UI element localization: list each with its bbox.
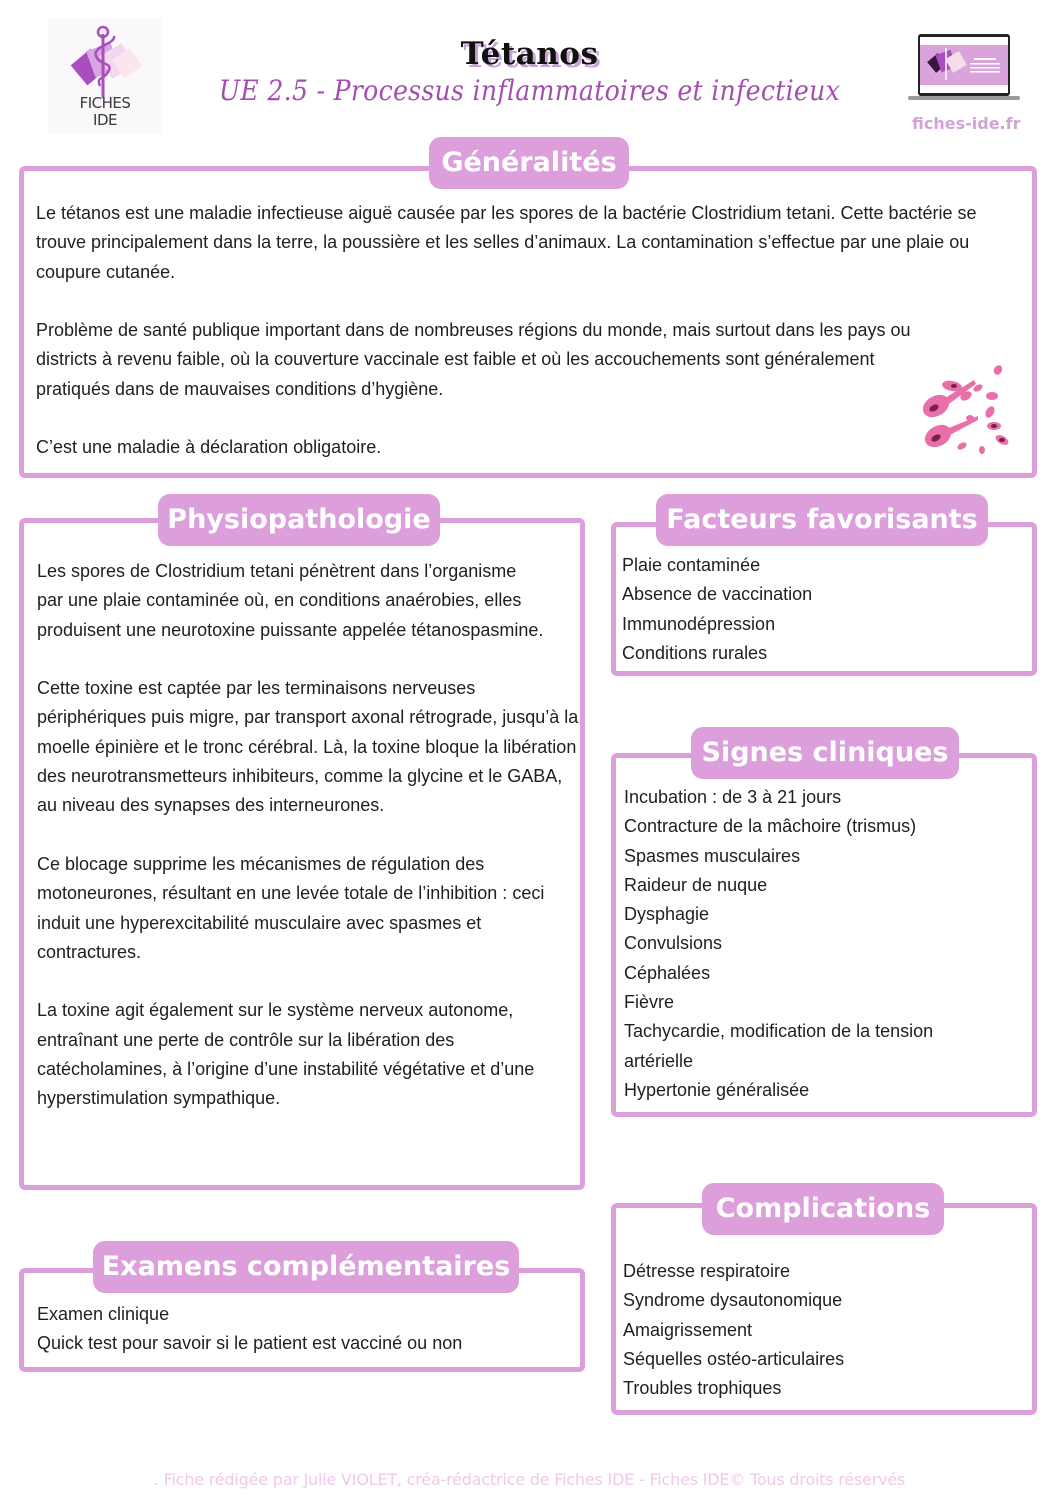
generalites-text	[36, 199, 1026, 463]
signes-item: Raideur de nuque	[624, 874, 768, 895]
complications-item: Détresse respiratoire	[623, 1261, 791, 1281]
facteurs-item: Immunodépression	[622, 613, 776, 634]
examens-item: Quick test pour savoir si le patient est vacciné ou non	[37, 1333, 463, 1354]
signes-item: Dysphagie	[624, 904, 710, 925]
examens-item: Examen clinique	[37, 1304, 170, 1324]
complications-item: Troubles trophiques	[623, 1378, 782, 1399]
facteurs-list	[622, 551, 1022, 668]
logo-text-line2: IDE	[93, 111, 117, 129]
signes-item: Contracture de la mâchoire (trismus)	[624, 816, 917, 837]
physiopathologie-heading: Physiopathologie	[158, 494, 440, 546]
facteurs-item: Absence de vaccination	[622, 584, 813, 605]
page-title: Tétanos	[460, 36, 599, 72]
signes-item: Céphalées	[624, 962, 711, 983]
generalites-paragraph: C’est une maladie à déclaration obligatoire.	[36, 437, 382, 458]
facteurs-item: Plaie contaminée	[622, 555, 761, 575]
signes-item: Hypertonie généralisée	[624, 1079, 810, 1100]
signes-heading: Signes cliniques	[691, 727, 959, 779]
complications-item: Syndrome dysautonomique	[623, 1290, 843, 1311]
physiopathologie-text	[37, 557, 579, 1114]
generalites-heading: Généralités	[429, 137, 629, 189]
signes-item: Spasmes musculaires	[624, 845, 801, 866]
physiopathologie-paragraph: Les spores de Clostridium tetani pénètrent dans l’organisme par une plaie contaminée où, en conditions anaérobies, elles produisent une neurotoxine puissante appelée tétanospasmine.	[37, 561, 544, 640]
complications-heading: Complications	[702, 1183, 944, 1235]
signes-item: Fièvre	[624, 992, 675, 1013]
facteurs-item: Conditions rurales	[622, 642, 768, 663]
examens-heading: Examens complémentaires	[93, 1241, 519, 1293]
physiopathologie-paragraph: La toxine agit également sur le système nerveux autonome, entraînant une perte de contrôle sur la libération des catécholamines, à l’origine d’une instabilité végétative et d’une hyperstimulation sympathique.	[37, 1000, 535, 1109]
signes-item: Convulsions	[624, 933, 723, 954]
laptop-icon	[908, 30, 1020, 102]
generalites-paragraph: Problème de santé publique important dans de nombreuses régions du monde, mais surtout dans les pays ou districts à revenu faible, où la couverture vaccinale est faible et où les accouchements sont généralement pratiqués dans de mauvaises conditions d’hygiène.	[36, 320, 911, 399]
signes-item: Tachycardie, modification de la tension artérielle	[624, 1021, 934, 1071]
complications-item: Séquelles ostéo-articulaires	[623, 1348, 845, 1369]
signes-item: Incubation : de 3 à 21 jours	[624, 787, 842, 807]
complications-list	[623, 1257, 1023, 1403]
footer-credit: . Fiche rédigée par Julie VIOLET, créa-rédactrice de Fiches IDE - Fiches IDE© Tous droits réservés	[153, 1470, 906, 1489]
physiopathologie-paragraph: Ce blocage supprime les mécanismes de régulation des motoneurones, résultant en une levée totale de l’inhibition : ceci induit une hyperexcitabilité musculaire avec spasmes et contractures.	[37, 853, 545, 962]
logo-text-line1: FICHES	[79, 94, 131, 112]
site-link[interactable]: fiches-ide.fr	[912, 114, 1021, 133]
page-subtitle: UE 2.5 - Processus inflammatoires et infectieux	[218, 74, 841, 107]
complications-item: Amaigrissement	[623, 1319, 753, 1340]
generalites-paragraph: Le tétanos est une maladie infectieuse aiguë causée par les spores de la bactérie Clostridium tetani. Cette bactérie se trouve principalement dans la terre, la poussière et les selles d’animaux. La contamination s’effectue par une plaie ou coupure cutanée.	[36, 203, 977, 282]
examens-list	[37, 1300, 577, 1359]
signes-list	[624, 783, 1019, 1105]
physiopathologie-paragraph: Cette toxine est captée par les terminaisons nerveuses périphériques puis migre, par transport axonal rétrograde, jusqu’à la moelle épinière et le tronc cérébral. Là, la toxine bloque la libération des neurotransmetteurs inhibiteurs, comme la glycine et le GABA, au niveau des synapses des interneurones.	[37, 678, 579, 816]
facteurs-heading: Facteurs favorisants	[656, 494, 988, 546]
bacteria-icon	[918, 360, 1010, 456]
